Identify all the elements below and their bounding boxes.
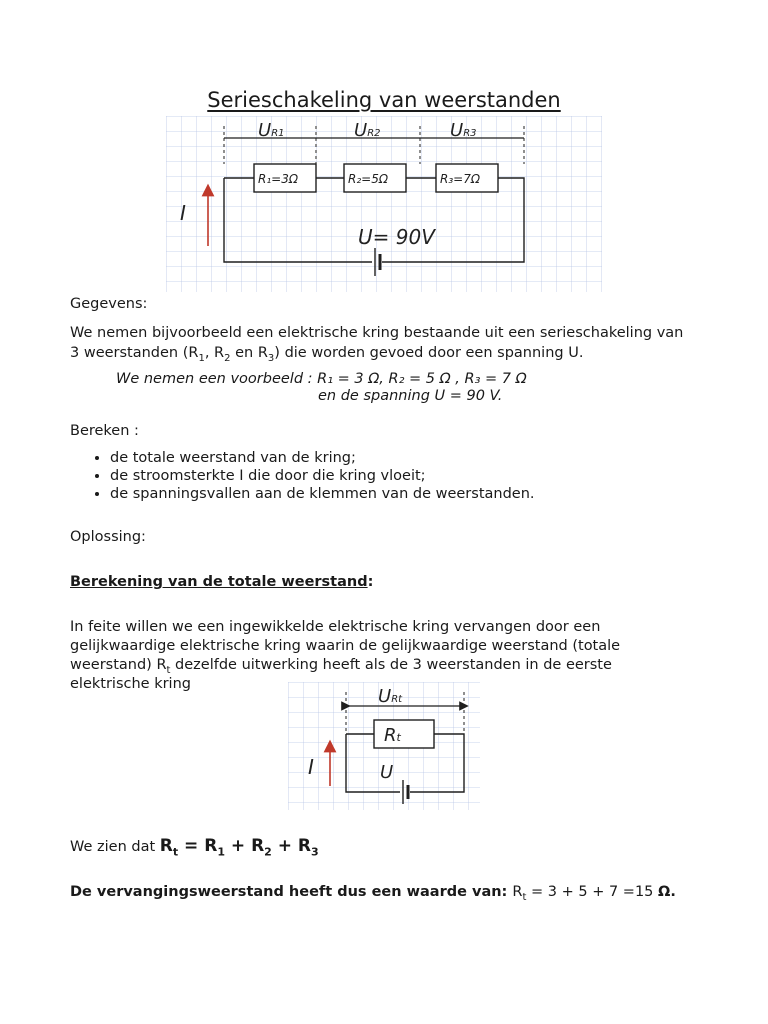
label-current: I (180, 201, 186, 225)
equivalent-circuit-figure (288, 682, 480, 810)
series-circuit-figure (166, 116, 602, 292)
label-voltage: U (380, 762, 394, 783)
para-line-2: gelijkwaardige elektrische kring waarin de gelijkwaardige weerstand (totale (70, 638, 621, 654)
oplossing-label: Oplossing: (70, 529, 146, 545)
intro-line-1: We nemen bijvoorbeeld een elektrische kring bestaande uit een serieschakeling van (70, 325, 684, 341)
page-title: Serieschakeling van weerstanden (207, 88, 561, 112)
intro-line-2: 3 weerstanden ($R_1$, $R_2$ en $R_3$) die worden gevoed door een spanning U. (70, 345, 584, 364)
label-r1: R₁=3Ω (258, 172, 299, 186)
svg-text:URt: URt (378, 686, 403, 707)
para-line-1: In feite willen we een ingewikkelde elektrische kring vervangen door een (70, 619, 601, 635)
label-u-r2: U (354, 120, 368, 141)
resistor-rt (374, 720, 434, 748)
list-item: • de spanningsvallen aan de klemmen van de weerstanden. (110, 485, 535, 503)
example-line-1: We nemen een voorbeeld : R₁ = 3 Ω, R₂ = 5 Ω , R₃ = 7 Ω (116, 371, 527, 387)
conclusion-line: De vervangingsweerstand heeft dus een waarde van: $R_t = 3 + 5 + 7 =15$ Ω. (70, 884, 676, 903)
para-line-3: weerstand) $R_t$ dezelfde uitwerking heeft als de 3 weerstanden in de eerste (70, 657, 612, 676)
example-line-2: en de spanning U = 90 V. (318, 388, 503, 404)
label-u-rt: U (378, 686, 392, 707)
svg-text:UR2: UR2 (354, 120, 381, 141)
task-list (88, 449, 535, 503)
gegevens-label: Gegevens: (70, 296, 148, 312)
label-current: I (308, 755, 314, 779)
label-r2: R₂=5Ω (348, 172, 389, 186)
para-line-4: elektrische kring (70, 676, 191, 692)
list-item: • de stroomsterkte I die door die kring vloeit; (110, 467, 535, 485)
svg-text:UR1: UR1 (258, 120, 285, 141)
label-u-r1: U (258, 120, 272, 141)
list-item: • de totale weerstand van de kring; (110, 449, 535, 467)
svg-text:Rt: Rt (384, 725, 401, 746)
label-r3: R₃=7Ω (440, 172, 481, 186)
section-heading: Berekening van de totale weerstand: (70, 574, 374, 590)
label-rt: R (384, 725, 397, 746)
svg-text:UR3: UR3 (450, 120, 477, 141)
bereken-label: Bereken : (70, 423, 139, 439)
equation-line: We zien dat $R_t = R_1 + R_2 + R_3$ (70, 836, 319, 859)
label-voltage: U= 90V (358, 225, 435, 249)
label-u-r3: U (450, 120, 464, 141)
